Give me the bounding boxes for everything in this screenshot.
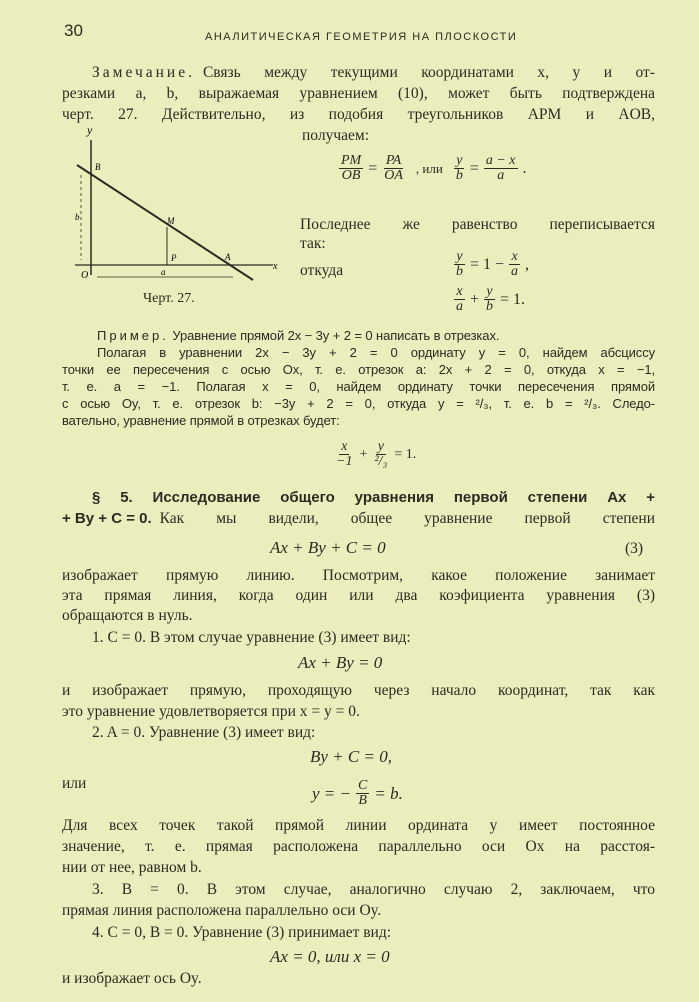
- equation-rhs: = 1.: [500, 290, 526, 308]
- figure-27: [75, 120, 285, 295]
- equals-sign: =: [368, 159, 378, 177]
- case-2-line-2: значение, т. е. прямая расположена параллельно оси Ox на расстоя-: [62, 838, 655, 855]
- label-B: B: [95, 162, 101, 172]
- section-heading-equation: + By + C = 0.: [62, 510, 152, 527]
- remark-line-3: черт. 27. Действительно, из подобия треугольников APM и AOB,: [62, 106, 655, 123]
- label-O: O: [81, 270, 89, 281]
- equation-case-2: By + C = 0,: [310, 747, 392, 766]
- separator-ili: , или: [415, 160, 443, 176]
- comma: ,: [525, 255, 530, 273]
- section-heading-line-2: [62, 510, 655, 528]
- case-2-line-1: Для всех точек такой прямой линии ордината y имеет постоянное: [62, 817, 655, 834]
- equation-case-2b: [312, 779, 403, 808]
- equation-intercept-form: [452, 285, 525, 314]
- remark-line-1-text: Связь между текущими координатами x, y и от-: [202, 64, 655, 81]
- denominator: a: [511, 264, 519, 279]
- figure-diagram: [75, 120, 285, 290]
- fraction-x-a: [454, 285, 465, 314]
- denominator: OA: [384, 168, 403, 183]
- numerator: y: [456, 153, 463, 168]
- section-p1-line-1: изображает прямую линию. Посмотрим, какое положение занимает: [62, 567, 655, 584]
- example-line-5: с осью Oy, т. е. отрезок b: −3y + 2 = 0, откуда y = ²/₃, т. е. b = ²/₃. Следо-: [62, 396, 655, 411]
- remark-line-2: резками a, b, выражаемая уравнением (10), может быть подтверждена: [62, 85, 655, 102]
- denominator: ²/₃: [374, 454, 388, 469]
- example-line-6: вательно, уравнение прямой в отрезках будет:: [62, 413, 340, 428]
- equation-example: [332, 440, 416, 469]
- running-title: АНАЛИТИЧЕСКАЯ ГЕОМЕТРИЯ НА ПЛОСКОСТИ: [205, 31, 518, 43]
- numerator: y: [456, 249, 463, 264]
- example-line-2: Полагая в уравнении 2x − 3y + 2 = 0 ординату y = 0, найдем абсциссу: [97, 345, 655, 360]
- word-ili: или: [62, 775, 87, 792]
- period: .: [522, 159, 527, 177]
- case-1-line-2: это уравнение удовлетворяется при x = y = 0.: [62, 703, 360, 720]
- plus-sign: +: [470, 290, 480, 308]
- section-p1-line-3: обращаются в нуль.: [62, 607, 193, 624]
- section-intro-text: Как мы видели, общее уравнение первой степени: [159, 510, 655, 527]
- remark-line-6: так:: [300, 235, 326, 252]
- label-A: A: [225, 252, 231, 262]
- denominator: a: [497, 168, 505, 183]
- fraction-a-minus-x-a: [484, 154, 518, 183]
- numerator: a − x: [485, 153, 516, 168]
- case-2-line-3: нии от нее, равном b.: [62, 859, 202, 876]
- denominator: b: [486, 299, 494, 314]
- fraction-c-b: [356, 779, 369, 808]
- remark-line-5: Последнее же равенство переписывается: [300, 216, 655, 233]
- label-P: P: [171, 253, 177, 263]
- label-x: x: [273, 261, 278, 272]
- example-line-1: [97, 328, 499, 343]
- denominator: a: [456, 299, 463, 314]
- equation-general: Ax + By + C = 0: [270, 538, 386, 557]
- remark-line-1: [92, 64, 655, 82]
- label-b: b: [75, 212, 80, 222]
- fraction-pa-oa: [382, 154, 405, 183]
- page-number: 30: [64, 21, 83, 40]
- case-3-line-1: 3. B = 0. В этом случае, аналогично случаю 2, заключаем, что: [92, 881, 655, 898]
- numerator: PA: [385, 153, 402, 168]
- equation-rewritten: [452, 250, 529, 279]
- fraction-y-b: [484, 285, 495, 314]
- denominator: B: [358, 793, 367, 808]
- case-4-line-2: и изображает ось Oy.: [62, 970, 202, 987]
- fraction-x-minus-1: [334, 440, 354, 469]
- fraction-pm-ob: [339, 154, 363, 183]
- figure-caption: Черт. 27.: [143, 291, 195, 306]
- denominator: b: [455, 168, 463, 183]
- numerator: y: [377, 439, 384, 454]
- equation-rhs: = 1.: [394, 446, 417, 462]
- equation-lhs: y = −: [312, 783, 351, 803]
- remark-line-4: получаем:: [302, 127, 369, 144]
- remark-lead: Замечание.: [92, 64, 195, 81]
- label-y: y: [87, 123, 93, 137]
- word-otkuda: откуда: [300, 262, 344, 279]
- case-2: 2. A = 0. Уравнение (3) имеет вид:: [92, 724, 316, 741]
- numerator: y: [486, 284, 493, 299]
- equation-rhs: = b.: [374, 783, 403, 803]
- line-AB: [77, 165, 253, 280]
- numerator: C: [358, 778, 368, 793]
- label-a: a: [161, 267, 166, 277]
- equation-case-4: Ax = 0, или x = 0: [270, 947, 390, 966]
- equation-case-1: Ax + By = 0: [298, 653, 383, 672]
- example-line-1-text: Уравнение прямой 2x − 3y + 2 = 0 написать в отрезках.: [172, 328, 500, 343]
- fraction-x-a: [509, 250, 520, 279]
- denominator: b: [456, 264, 463, 279]
- equation-middle: = 1 −: [470, 255, 505, 273]
- example-lead: Пример.: [97, 328, 169, 343]
- numerator: x: [341, 439, 348, 454]
- numerator: x: [511, 249, 518, 264]
- example-line-4: т. е. a = −1. Полагая x = 0, найдем ординату точки пересечения прямой: [62, 379, 655, 394]
- section-p1-line-2: эта прямая линия, когда один или два коэфициента уравнения (3): [62, 587, 655, 604]
- example-line-3: точки ее пересечения с осью Ox, т. е. отрезок a: 2x + 2 = 0, откуда x = −1,: [62, 362, 655, 377]
- fraction-y-b: [454, 250, 465, 279]
- numerator: PM: [341, 153, 362, 168]
- case-3-line-2: прямая линия расположена параллельно оси Oy.: [62, 902, 382, 919]
- numerator: x: [456, 284, 463, 299]
- equation-proportion: [337, 154, 527, 183]
- denominator: −1: [336, 454, 353, 469]
- plus-sign: +: [359, 446, 368, 462]
- case-1-line-1: и изображает прямую, проходящую через начало координат, так как: [62, 682, 655, 699]
- equals-sign: =: [469, 159, 479, 177]
- section-heading: § 5. Исследование общего уравнения первой степени Ax +: [92, 489, 655, 506]
- case-4: 4. C = 0, B = 0. Уравнение (3) принимает вид:: [92, 924, 392, 941]
- fraction-y-two-thirds: [372, 440, 389, 469]
- denominator: OB: [341, 168, 361, 183]
- equation-number: (3): [625, 540, 644, 557]
- fraction-y-b: [454, 154, 465, 183]
- case-1: 1. C = 0. В этом случае уравнение (3) имеет вид:: [92, 629, 411, 646]
- label-M: M: [167, 216, 175, 226]
